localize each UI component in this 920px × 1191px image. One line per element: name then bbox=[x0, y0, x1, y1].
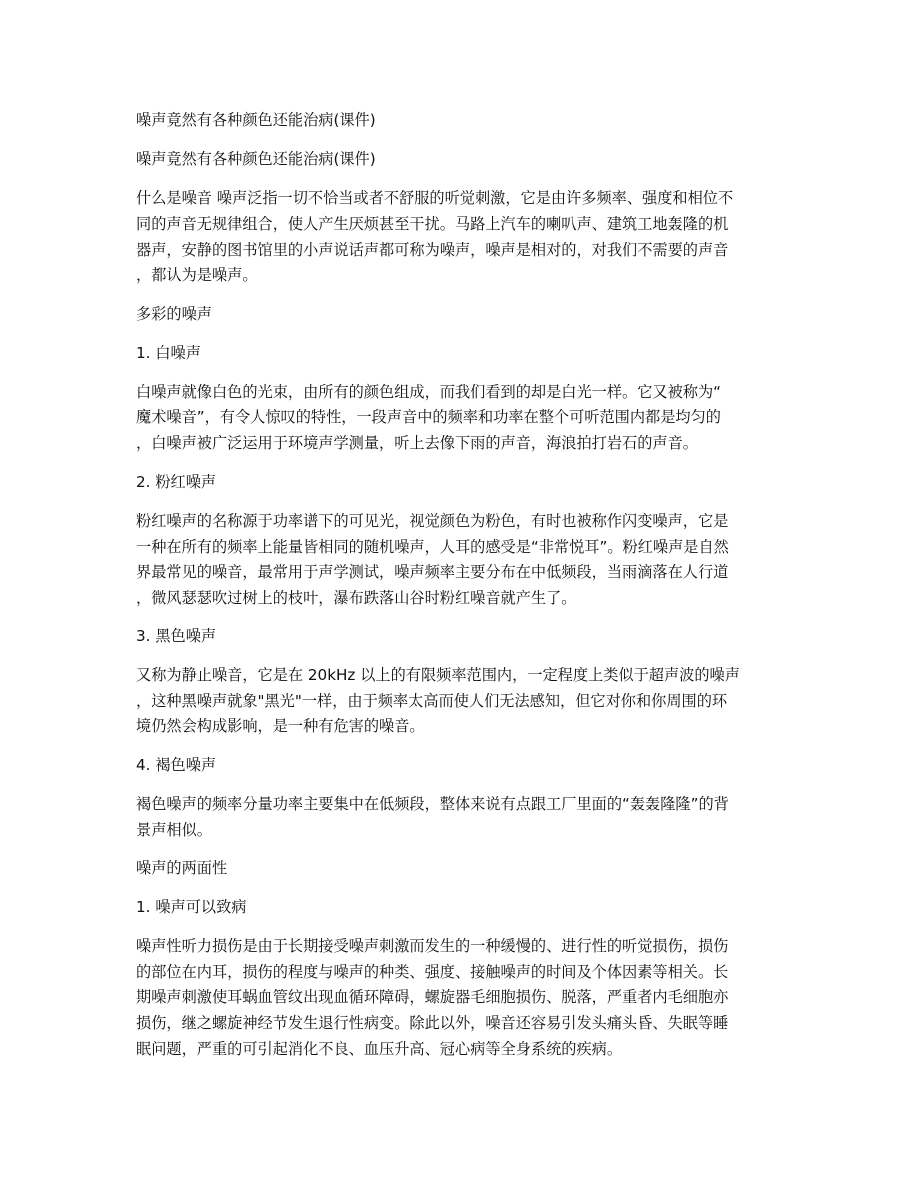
white-noise-heading: 1. 白噪声 bbox=[136, 344, 201, 362]
document-title: 噪声竟然有各种颜色还能治病(课件) bbox=[136, 111, 376, 129]
disease-line: 损伤，继之螺旋神经节发生退行性病变。除此以外，噪音还容易引发头痛头昏、失眠等睡 bbox=[136, 1014, 729, 1032]
brown-noise-line: 褐色噪声的频率分量功率主要集中在低频段，整体来说有点跟工厂里面的“轰轰隆隆”的背 bbox=[136, 795, 729, 813]
intro-line: 器声，安静的图书馆里的小声说话声都可称为噪声，噪声是相对的，对我们不需要的声音 bbox=[136, 241, 729, 259]
white-noise-line: ，白噪声被广泛运用于环境声学测量，听上去像下雨的声音，海浪拍打岩石的声音。 bbox=[136, 434, 698, 452]
section-heading-colorful: 多彩的噪声 bbox=[136, 305, 212, 323]
disease-line: 噪声性听力损伤是由于长期接受噪声刺激而发生的一种缓慢的、进行性的听觉损伤，损伤 bbox=[136, 937, 729, 955]
brown-noise-heading: 4. 褐色噪声 bbox=[136, 756, 217, 774]
disease-line: 期噪声刺激使耳蜗血管纹出现血循环障碍，螺旋器毛细胞损伤、脱落，严重者内毛细胞亦 bbox=[136, 988, 729, 1006]
white-noise-line: 魔术噪音”，有令人惊叹的特性，一段声音中的频率和功率在整个可听范围内都是均匀的 bbox=[136, 408, 721, 426]
section-heading-duality: 噪声的两面性 bbox=[136, 859, 228, 877]
black-noise-heading: 3. 黑色噪声 bbox=[136, 627, 217, 645]
intro-line: ，都认为是噪声。 bbox=[136, 266, 258, 284]
pink-noise-line: ，微风瑟瑟吹过树上的枝叶，瀑布跌落山谷时粉红噪音就产生了。 bbox=[136, 589, 577, 607]
black-noise-line: ，这种黑噪声就象"黑光"一样，由于频率太高而使人们无法感知，但它对你和你周围的环 bbox=[136, 692, 728, 710]
black-noise-line: 又称为静止噪音，它是在 20kHz 以上的有限频率范围内，一定程度上类似于超声波的噪声 bbox=[136, 666, 740, 684]
disease-line: 的部位在内耳，损伤的程度与噪声的种类、强度、接触噪声的时间及个体因素等相关。长 bbox=[136, 963, 729, 981]
black-noise-line: 境仍然会构成影响，是一种有危害的噪音。 bbox=[136, 717, 425, 735]
intro-line: 什么是噪音 噪声泛指一切不恰当或者不舒服的听觉刺激，它是由许多频率、强度和相位不 bbox=[136, 189, 734, 207]
brown-noise-line: 景声相似。 bbox=[136, 821, 212, 839]
pink-noise-line: 粉红噪声的名称源于功率谱下的可见光，视觉颜色为粉色，有时也被称作闪变噪声，它是 bbox=[136, 512, 729, 530]
white-noise-line: 白噪声就像白色的光束，由所有的颜色组成，而我们看到的却是白光一样。它又被称为“ bbox=[136, 383, 721, 401]
disease-heading: 1. 噪声可以致病 bbox=[136, 898, 247, 916]
pink-noise-heading: 2. 粉红噪声 bbox=[136, 473, 217, 491]
pink-noise-line: 一种在所有的频率上能量皆相同的随机噪声，人耳的感受是“非常悦耳”。粉红噪声是自然 bbox=[136, 538, 729, 556]
intro-line: 同的声音无规律组合，使人产生厌烦甚至干扰。马路上汽车的喇叭声、建筑工地轰隆的机 bbox=[136, 215, 729, 233]
document-subtitle: 噪声竟然有各种颜色还能治病(课件) bbox=[136, 150, 376, 168]
pink-noise-line: 界最常见的噪音，最常用于声学测试，噪声频率主要分布在中低频段，当雨滴落在人行道 bbox=[136, 563, 729, 581]
disease-line: 眠问题，严重的可引起消化不良、血压升高、冠心病等全身系统的疾病。 bbox=[136, 1040, 622, 1058]
